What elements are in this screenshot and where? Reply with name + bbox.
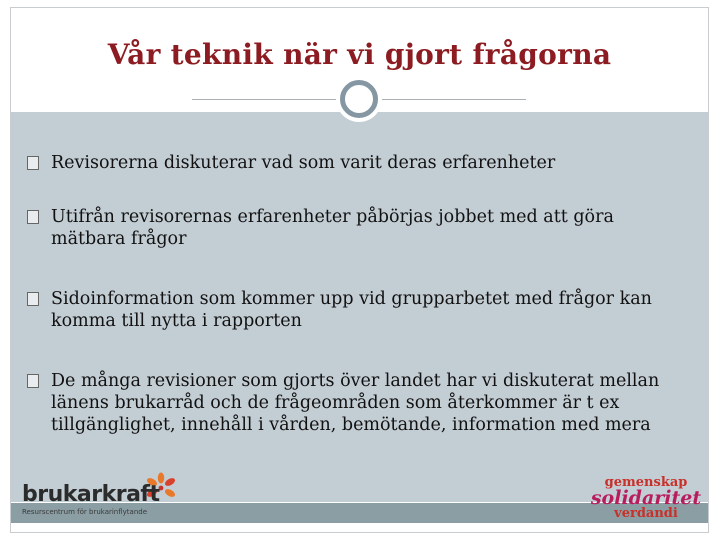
bullet-item	[27, 152, 692, 174]
bullet-item	[27, 288, 692, 332]
slide-title: Vår teknik när vi gjort frågorna	[107, 38, 612, 71]
brukarkraft-wordmark: brukarkraft	[22, 482, 160, 507]
square-bullet-icon	[27, 156, 39, 170]
bullet-text: De många revisioner som gjorts över landet har vi diskuterat mellan länens brukarråd och de frågeområden som återkommer är t ex tillgänglighet, innehåll i vården, bemötande, information med mera	[51, 371, 660, 435]
bullet-text: Revisorerna diskuterar vad som varit deras erfarenheter	[51, 153, 556, 173]
square-bullet-icon	[27, 292, 39, 306]
square-bullet-icon	[27, 374, 39, 388]
bullet-list	[27, 152, 692, 436]
square-bullet-icon	[27, 210, 39, 224]
verdandi-logo-line3: verdandi	[614, 506, 678, 521]
bullet-text: Sidoinformation som kommer upp vid grupparbetet med frågor kan komma till nytta i rapporten	[51, 289, 652, 331]
brukarkraft-logo	[22, 472, 172, 518]
bullet-text: Utifrån revisorernas erfarenheter påbörjas jobbet med att göra mätbara frågor	[51, 207, 614, 249]
verdandi-logo-line2: solidaritet	[590, 487, 702, 509]
bullet-item	[27, 370, 692, 436]
title-divider-left	[192, 99, 338, 100]
verdandi-logo	[590, 477, 702, 521]
bullet-item	[27, 206, 692, 250]
title-divider-right	[380, 99, 526, 100]
verdandi-logo-line1: gemenskap	[604, 475, 688, 490]
brukarkraft-tagline: Resurscentrum för brukarinflytande	[22, 508, 148, 516]
divider-ring-icon	[340, 80, 378, 118]
